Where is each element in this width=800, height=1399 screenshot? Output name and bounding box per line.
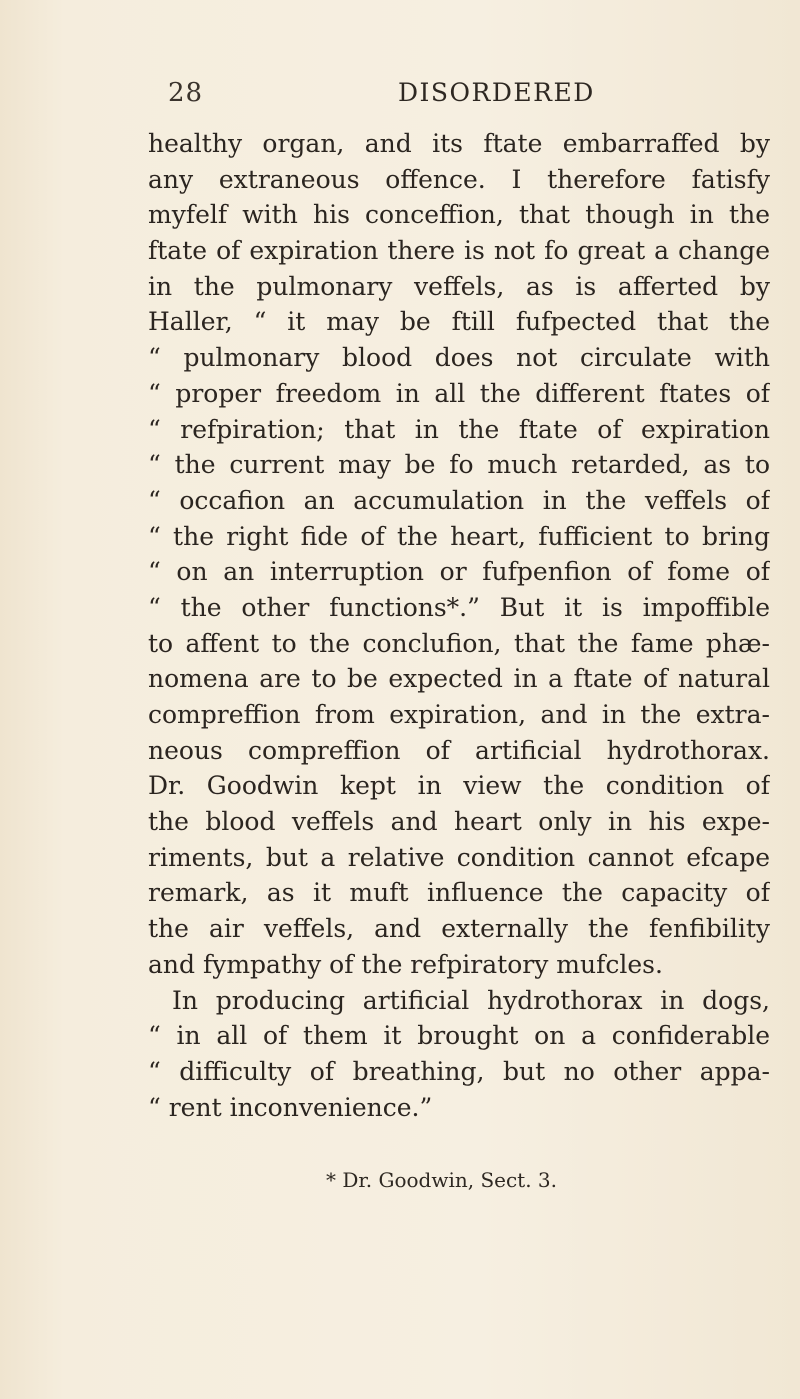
text-line: “ the other functions*.” But it is impoffible	[148, 592, 770, 622]
text-line: “ on an interruption or fufpenfion of fome of	[148, 557, 770, 587]
text-line: the air veffels, and externally the fenfibility	[148, 914, 770, 944]
text-line: “ refpiration; that in the ftate of expiration	[148, 414, 770, 444]
text-line: “ occafion an accumulation in the veffels of	[148, 485, 770, 515]
text-line: In producing artificial hydrothorax in dogs,	[172, 985, 770, 1015]
text-line: remark, as it muft influence the capacity of	[148, 878, 770, 908]
footnote: * Dr. Goodwin, Sect. 3.	[326, 1168, 558, 1192]
body-text	[148, 126, 770, 1125]
text-line: “ in all of them it brought on a confiderable	[148, 1021, 770, 1051]
text-line: “ proper freedom in all the different ftates of	[148, 378, 770, 408]
text-line: “ pulmonary blood does not circulate with	[148, 343, 770, 373]
page-number: 28	[168, 78, 204, 108]
page-header	[0, 78, 800, 114]
text-line: Dr. Goodwin kept in view the condition of	[148, 771, 770, 801]
text-line: healthy organ, and its ftate embarraffed by	[148, 129, 770, 158]
text-line: and fympathy of the refpiratory mufcles.	[148, 949, 663, 979]
text-line: Haller, “ it may be ftill fufpected that the	[148, 307, 770, 337]
text-line: in the pulmonary veffels, as is afferted by	[148, 271, 770, 301]
text-line: compreffion from expiration, and in the extra-	[148, 700, 770, 729]
text-line: ftate of expiration there is not fo great a change	[148, 236, 770, 266]
text-line: “ the right fide of the heart, fufficient to bring	[148, 521, 770, 551]
text-line: nomena are to be expected in a ftate of natural	[148, 664, 770, 694]
text-line: the blood veffels and heart only in his expe-	[148, 807, 770, 837]
text-line: “ difficulty of breathing, but no other appa-	[148, 1056, 770, 1086]
text-line: riments, but a relative condition cannot efcape	[148, 842, 770, 872]
text-line: “ the current may be fo much retarded, as to	[148, 450, 770, 480]
text-line: any extraneous offence. I therefore fatisfy	[148, 164, 770, 194]
running-head: DISORDERED	[398, 78, 595, 107]
text-line: myfelf with his conceffion, that though in the	[148, 200, 770, 230]
text-line: “ rent inconvenience.”	[148, 1092, 433, 1122]
text-line: neous compreffion of artificial hydrothorax.	[148, 735, 770, 765]
text-line: to affent to the conclufion, that the fame phæ-	[148, 628, 770, 658]
